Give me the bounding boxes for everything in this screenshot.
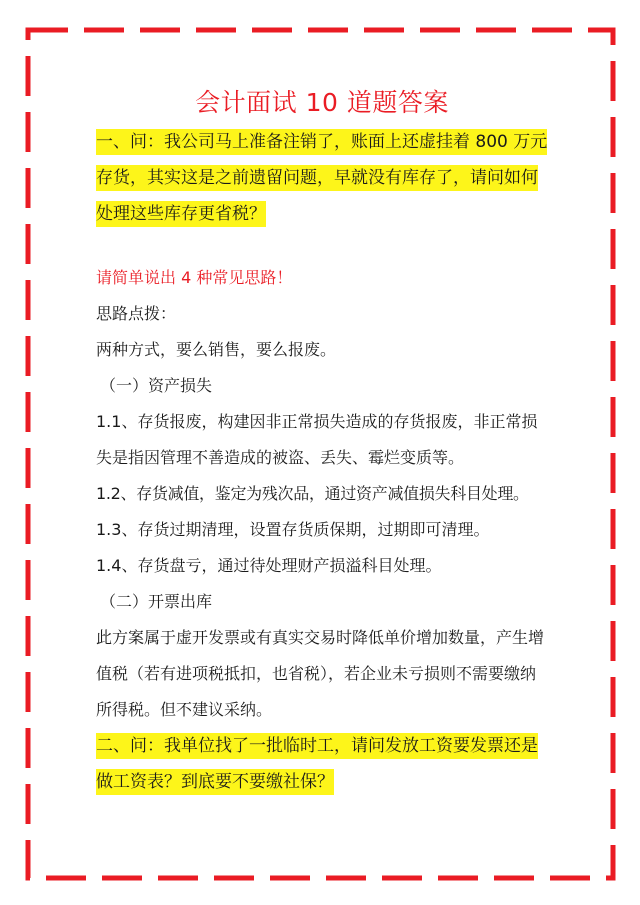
question-1-text: 一、问：我公司马上准备注销了，账面上还虚挂着 800 万元存货，其实这是之前遗留问题，早就没有库存了，请问如何处理这些库存更省税？: [96, 129, 547, 227]
question-2-text: 二、问：我单位找了一批临时工，请问发放工资要发票还是做工资表？到底要不要缴社保？: [96, 733, 538, 795]
item-1-1: 1.1、存货报废，构建因非正常损失造成的存货报废，非正常损失是指因管理不善造成的被盗、丢失、霉烂变质等。: [96, 412, 538, 467]
section-heading-invoice: （二）开票出库: [100, 592, 213, 611]
hint-summary: 两种方式，要么销售，要么报废。: [96, 340, 337, 359]
question-1: [96, 124, 548, 232]
item-1-4: 1.4、存货盘亏，通过待处理财产损溢科目处理。: [96, 556, 442, 575]
invoice-paragraph: 此方案属于虚开发票或有真实交易时降低单价增加数量，产生增值税（若有进项税抵扣，也省税），若企业未亏损则不需要缴纳所得税。但不建议采纳。: [96, 628, 545, 719]
page-title: 会计面试 10 道题答案: [195, 88, 449, 117]
document-body: [96, 82, 548, 800]
prompt-text: 请简单说出 4 种常见思路！: [96, 268, 293, 287]
section-heading-asset-loss: （一）资产损失: [100, 376, 213, 395]
item-1-2: 1.2、存货减值，鉴定为残次品，通过资产减值损失科目处理。: [96, 484, 529, 503]
hint-label: 思路点拨：: [96, 304, 177, 323]
item-1-3: 1.3、存货过期清理，设置存货质保期，过期即可清理。: [96, 520, 490, 539]
question-2: [96, 728, 548, 800]
